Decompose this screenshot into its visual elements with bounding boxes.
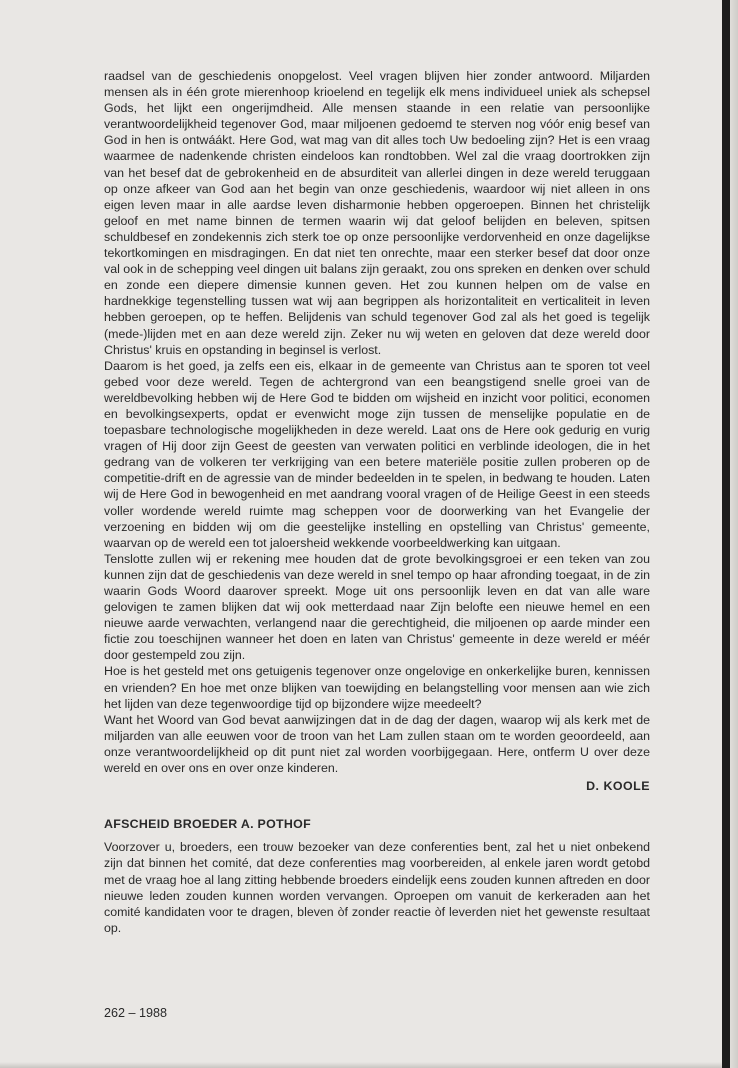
page-bottom-shadow xyxy=(0,1062,722,1068)
author-signature: D. KOOLE xyxy=(586,779,650,794)
paragraph: Want het Woord van God bevat aanwijzingen dat in de dag der dagen, waarop wij als kerk met de miljarden van alle eeuwen voor de troon van het Lam zullen staan om te worden geoordeeld, aan onze verantwoordelijkheid op dit punt niet zal worden voorbijgegaan. Here, ontferm U over deze wereld en over ons en over onze kinderen. xyxy=(104,712,650,776)
section-heading: AFSCHEID BROEDER A. POTHOF xyxy=(104,817,311,832)
text-column xyxy=(104,68,650,936)
paragraph: raadsel van de geschiedenis onopgelost. Veel vragen blijven hier zonder antwoord. Miljarden mensen als in één grote mierenhoop krioelend en tegelijk elk mens individueel uniek als schepsel Gods, het lijkt een ongerijmdheid. Alle mensen staande in een relatie van persoonlijke verantwoordelijkheid tegenover God, maar miljoenen gedoemd te sterven nog vóór enig besef van God in hen is ontwáákt. Here God, wat mag van dit alles toch Uw bedoeling zijn? Het is een vraag waarmee de nadenkende christen eindeloos kan rondtobben. Wel zal die vraag doortrokken zijn van het besef dat de gebrokenheid en de absurditeit van allerlei dingen in deze wereld teruggaan op onze afkeer van God aan het begin van onze geschiedenis, waardoor wij niet alleen in ons eigen leven maar in alle aardse leven disharmonie hebben opgeroepen. Binnen het christelijk geloof en met name binnen de termen waarin wij dat geloof belijden en beleven, spitsen schuldbesef en zondekennis zich sterk toe op onze persoonlijke verdorvenheid en onze dagelijkse tekortkomingen en misdragingen. En dat niet ten onrechte, maar een sterker besef dat door onze val ook in de schepping veel dingen uit balans zijn geraakt, zou ons spreken en denken over schuld en zonde een diepere dimensie kunnen geven. Het zou kunnen helpen om de valse en hardnekkige tegenstelling tussen wat wij aan begrippen als horizontaliteit en verticaliteit in leven hebben geroepen, op te heffen. Belijdenis van schuld tegenover God zal als het goed is tegelijk (mede-)lijden met en aan deze wereld zijn. Zeker nu wij weten en geloven dat deze wereld door Christus' kruis en opstanding in beginsel is verlost. xyxy=(104,69,650,357)
paragraph: Tenslotte zullen wij er rekening mee houden dat de grote bevolkingsgroei er een teken van zou kunnen zijn dat de geschiedenis van deze wereld in snel tempo op haar afronding toegaat, in de zin waarin Gods Woord daarover spreekt. Moge uit ons persoonlijk leven en dat van alle ware gelovigen te zamen blijken dat wij ook metterdaad naar Zijn belofte een nieuwe hemel en een nieuwe aarde verwachten, verlangend naar die gerechtigheid, die miljoenen op aarde minder een fictie zou toeschijnen wanneer het doen en laten van Christus' gemeente in deze wereld er méér door gestempeld zou zijn. xyxy=(104,551,650,663)
paragraph: Daarom is het goed, ja zelfs een eis, elkaar in de gemeente van Christus aan te sporen tot veel gebed voor deze wereld. Tegen de achtergrond van een beangstigend snelle groei van de wereldbevolking hebben wij de Here God te bidden om wijsheid en inzicht voor politici, economen en bevolkingsexperts, opdat er evenwicht moge zijn tussen de menselijke populatie en de toepasbare technologische mogelijkheden in deze wereld. Laat ons de Here ook gedurig en vurig vragen of Hij door zijn Geest de geesten van verwaten politici en verblinde ideologen, die in het gedrang van de volkeren ter verkrijging van een betere materiële positie zullen proberen op de competitie-drift en de agressie van de minder bedeelden in te spelen, in bedwang te houden. Laten wij de Here God in bewogenheid en met aandrang vooral vragen of de Heilige Geest in een steeds voller wordende wereld ruimte mag scheppen voor de doorwerking van het Evangelie der verzoening en bidden wij om die geestelijke instelling en opstelling van Christus' gemeente, waarvan op de wereld een tot jaloersheid wekkende voorbeeldwerking kan uitgaan. xyxy=(104,358,650,550)
paragraph: Hoe is het gesteld met ons getuigenis tegenover onze ongelovige en onkerkelijke buren, kennissen en vrienden? En hoe met onze blijken van toewijding en belangstelling voor mensen aan wie zich het lijden van deze tegenwoordige tijd op bijzondere wijze meedeelt? xyxy=(104,664,650,711)
paragraph: Voorzover u, broeders, een trouw bezoeker van deze conferenties bent, zal het u niet onbekend zijn dat binnen het comité, dat deze conferenties mag voorbereiden, al enkele jaren wordt getobd met de vraag hoe al lang zitting hebbende broeders eindelijk eens zouden kunnen aftreden en door nieuwe leden zouden kunnen worden vervangen. Oproepen om vanuit de kerkeraden aan het comité kandidaten voor te dragen, bleven òf zonder reactie òf leverden niet het gewenste resultaat op. xyxy=(104,840,650,935)
page-edge-shadow xyxy=(730,0,738,1068)
page-number: 262 – 1988 xyxy=(104,1006,168,1020)
